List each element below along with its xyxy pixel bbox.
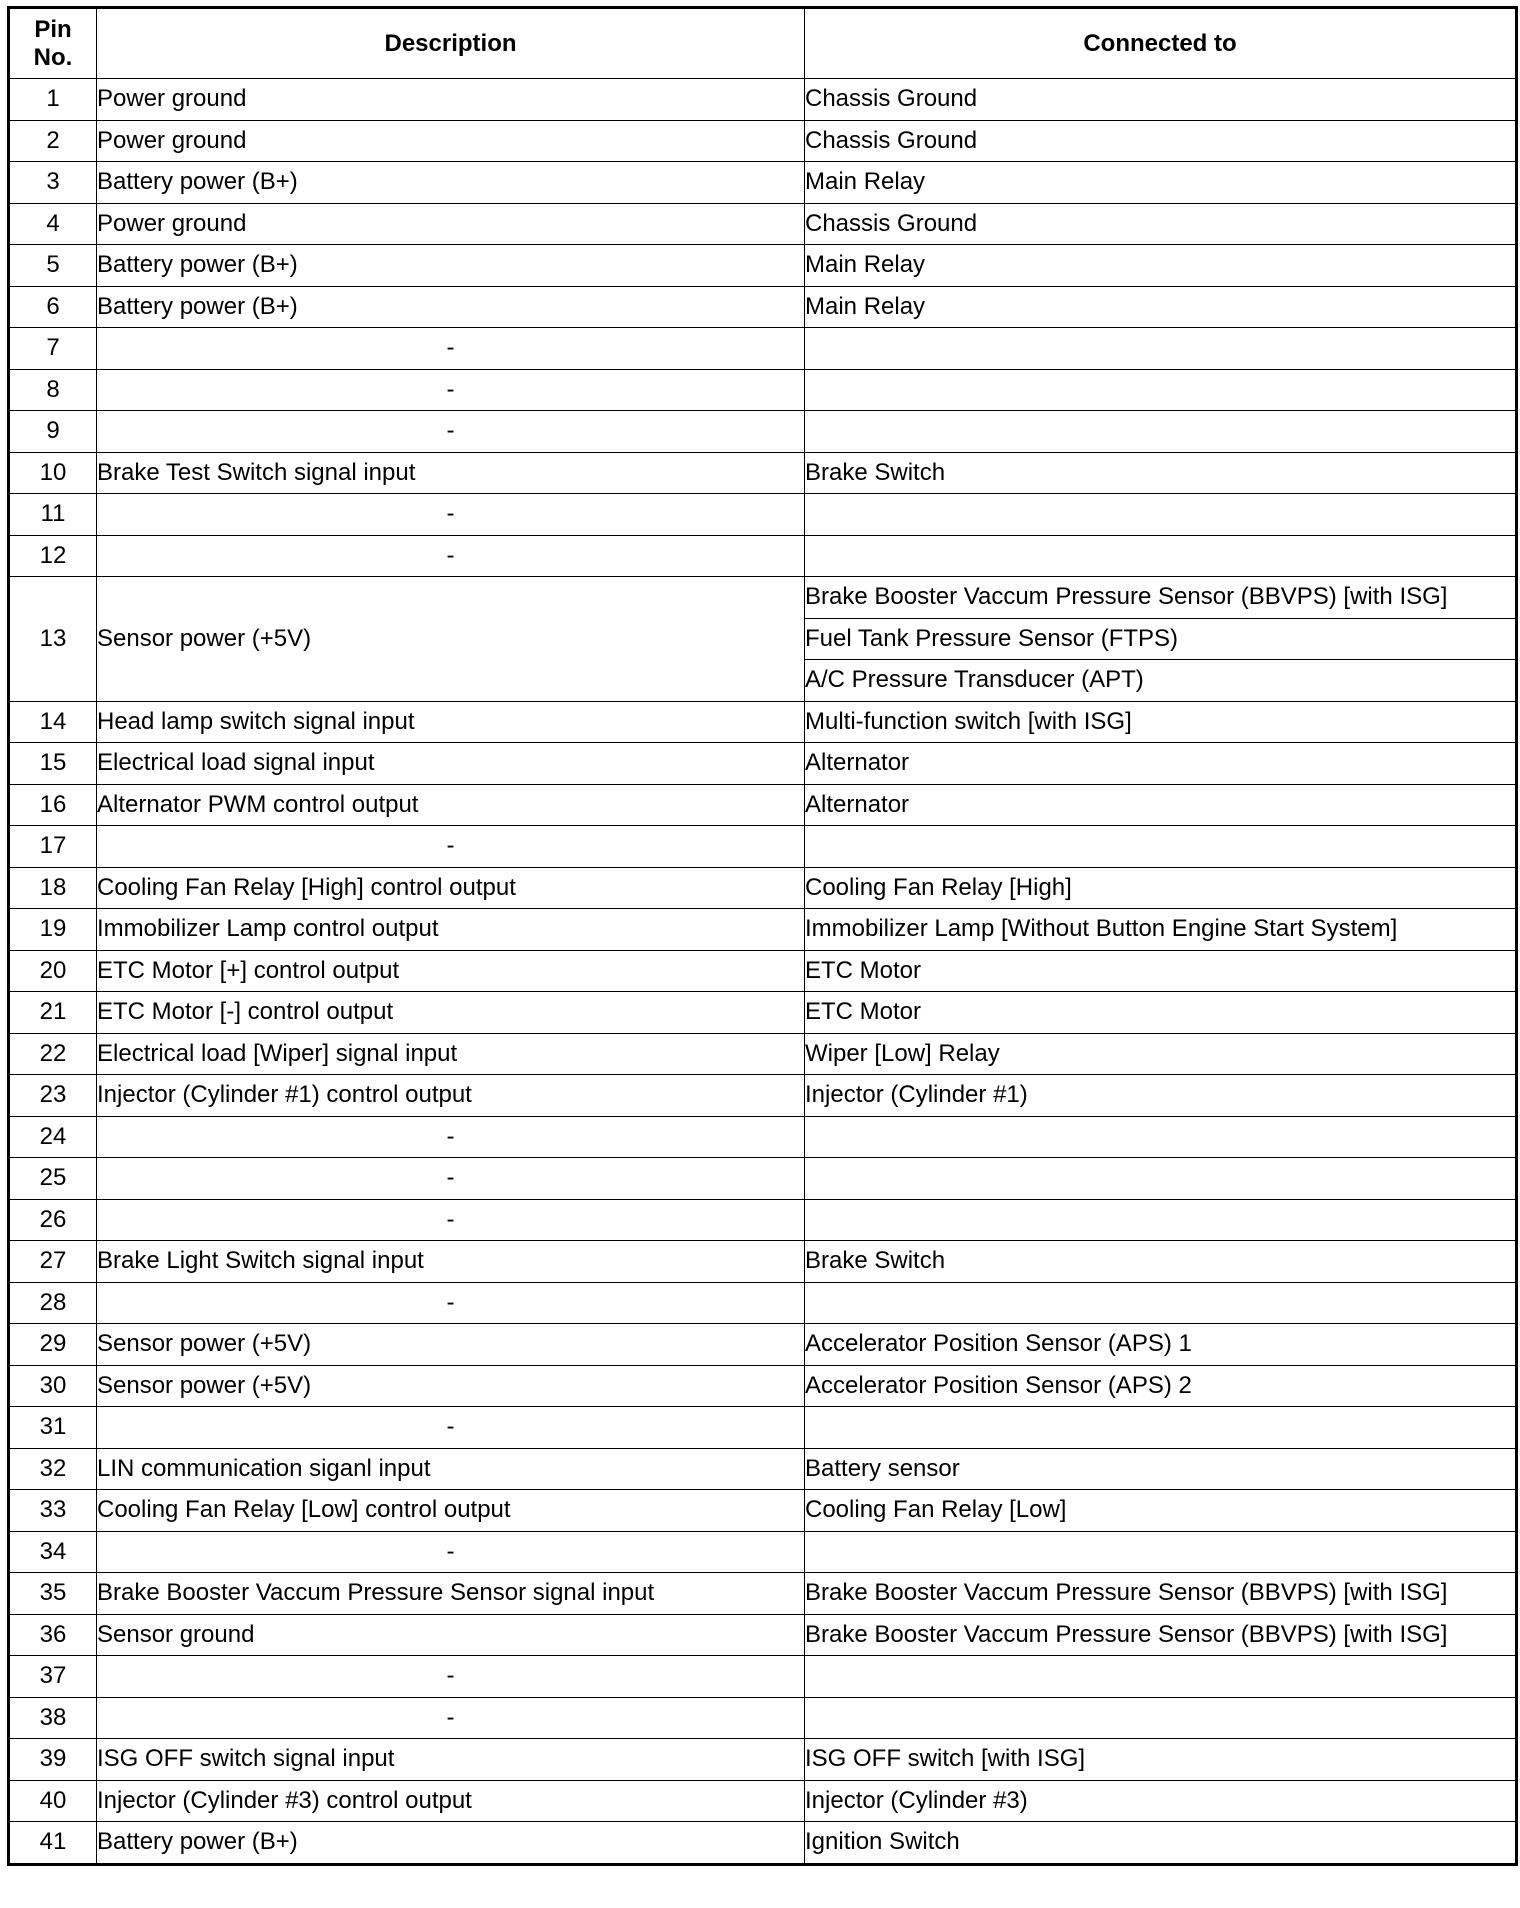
pin-description: ETC Motor [+] control output: [97, 950, 805, 992]
table-row: [9, 369, 1517, 411]
pin-description: -: [97, 411, 805, 453]
pin-description: Power ground: [97, 120, 805, 162]
pin-description: -: [97, 1697, 805, 1739]
header-description: Description: [97, 8, 805, 79]
pin-description: Battery power (B+): [97, 162, 805, 204]
pin-description: Electrical load [Wiper] signal input: [97, 1033, 805, 1075]
pin-description: Sensor power (+5V): [97, 1365, 805, 1407]
pin-number: 20: [9, 950, 97, 992]
table-row: [9, 1490, 1517, 1532]
pin-description: Battery power (B+): [97, 286, 805, 328]
pin-description: -: [97, 369, 805, 411]
pin-connected-to: Wiper [Low] Relay: [805, 1033, 1517, 1075]
pin-number: 37: [9, 1656, 97, 1698]
pin-connected-to: [805, 369, 1517, 411]
pin-description: Power ground: [97, 203, 805, 245]
pin-description: ISG OFF switch signal input: [97, 1739, 805, 1781]
pin-number: 7: [9, 328, 97, 370]
table-row: [9, 577, 1517, 619]
pin-number: 31: [9, 1407, 97, 1449]
table-row: [9, 1614, 1517, 1656]
pin-connected-to: Multi-function switch [with ISG]: [805, 701, 1517, 743]
table-row: [9, 1780, 1517, 1822]
pin-number: 41: [9, 1822, 97, 1865]
pin-description: Sensor power (+5V): [97, 577, 805, 702]
table-row: [9, 701, 1517, 743]
pin-description: Head lamp switch signal input: [97, 701, 805, 743]
pin-connected-to: Main Relay: [805, 162, 1517, 204]
table-row: [9, 1075, 1517, 1117]
pin-number: 25: [9, 1158, 97, 1200]
table-row: [9, 1739, 1517, 1781]
pin-number: 16: [9, 784, 97, 826]
table-row: [9, 784, 1517, 826]
pin-connected-to: [805, 494, 1517, 536]
pin-description: -: [97, 1116, 805, 1158]
pin-connected-to: Fuel Tank Pressure Sensor (FTPS): [805, 618, 1517, 660]
pin-connected-to: Alternator: [805, 743, 1517, 785]
table-row: [9, 1697, 1517, 1739]
table-row: [9, 992, 1517, 1034]
table-row: [9, 452, 1517, 494]
pin-connected-to: Chassis Ground: [805, 79, 1517, 121]
pin-number: 3: [9, 162, 97, 204]
pin-description: Injector (Cylinder #1) control output: [97, 1075, 805, 1117]
pin-number: 11: [9, 494, 97, 536]
pin-connected-to: ETC Motor: [805, 950, 1517, 992]
pin-number: 18: [9, 867, 97, 909]
pin-number: 24: [9, 1116, 97, 1158]
table-row: [9, 826, 1517, 868]
pin-connected-to: Brake Booster Vaccum Pressure Sensor (BBVPS) [with ISG]: [805, 1573, 1517, 1615]
pin-connected-to: Cooling Fan Relay [Low]: [805, 1490, 1517, 1532]
pin-connected-to: [805, 1158, 1517, 1200]
pin-connected-to: [805, 411, 1517, 453]
table-row: [9, 950, 1517, 992]
pin-connected-to: [805, 1656, 1517, 1698]
pin-number: 14: [9, 701, 97, 743]
table-row: [9, 328, 1517, 370]
table-row: [9, 245, 1517, 287]
pin-connected-to: Brake Switch: [805, 452, 1517, 494]
pin-description: -: [97, 826, 805, 868]
pin-connected-to: Accelerator Position Sensor (APS) 2: [805, 1365, 1517, 1407]
pin-description: Sensor ground: [97, 1614, 805, 1656]
table-row: [9, 1282, 1517, 1324]
pin-connected-to: Injector (Cylinder #1): [805, 1075, 1517, 1117]
pin-description: Cooling Fan Relay [High] control output: [97, 867, 805, 909]
pin-description: Electrical load signal input: [97, 743, 805, 785]
pin-description: -: [97, 1282, 805, 1324]
table-row: [9, 1531, 1517, 1573]
pin-connected-to: [805, 1282, 1517, 1324]
pin-number: 5: [9, 245, 97, 287]
pin-number: 19: [9, 909, 97, 951]
pin-number: 27: [9, 1241, 97, 1283]
pin-number: 38: [9, 1697, 97, 1739]
table-row: [9, 162, 1517, 204]
pin-number: 33: [9, 1490, 97, 1532]
pin-connected-to: ETC Motor: [805, 992, 1517, 1034]
pin-number: 30: [9, 1365, 97, 1407]
pin-connected-to: [805, 535, 1517, 577]
pin-number: 23: [9, 1075, 97, 1117]
pin-connected-to: Ignition Switch: [805, 1822, 1517, 1865]
table-row: [9, 909, 1517, 951]
pin-number: 22: [9, 1033, 97, 1075]
pin-number: 36: [9, 1614, 97, 1656]
table-row: [9, 1324, 1517, 1366]
table-row: [9, 1158, 1517, 1200]
pin-number: 35: [9, 1573, 97, 1615]
pin-description: Brake Booster Vaccum Pressure Sensor signal input: [97, 1573, 805, 1615]
table-row: [9, 1822, 1517, 1865]
pin-description: -: [97, 535, 805, 577]
pin-connected-to: Brake Booster Vaccum Pressure Sensor (BBVPS) [with ISG]: [805, 577, 1517, 619]
pin-number: 17: [9, 826, 97, 868]
pin-number: 34: [9, 1531, 97, 1573]
pin-connected-to: Brake Switch: [805, 1241, 1517, 1283]
pin-connected-to: Chassis Ground: [805, 203, 1517, 245]
table-row: [9, 1365, 1517, 1407]
pin-connected-to: Battery sensor: [805, 1448, 1517, 1490]
pin-number: 40: [9, 1780, 97, 1822]
pin-description: -: [97, 1199, 805, 1241]
table-row: [9, 1033, 1517, 1075]
pin-number: 1: [9, 79, 97, 121]
pin-connected-to: Main Relay: [805, 286, 1517, 328]
header-pin-no: [9, 8, 97, 79]
table-body: [9, 79, 1517, 1865]
pin-number: 8: [9, 369, 97, 411]
pin-connected-to: A/C Pressure Transducer (APT): [805, 660, 1517, 702]
table-row: [9, 411, 1517, 453]
table-row: [9, 1448, 1517, 1490]
pin-description: -: [97, 1158, 805, 1200]
pin-description: Cooling Fan Relay [Low] control output: [97, 1490, 805, 1532]
table-row: [9, 1656, 1517, 1698]
pin-description: Brake Light Switch signal input: [97, 1241, 805, 1283]
pin-description: -: [97, 328, 805, 370]
pin-description: Battery power (B+): [97, 1822, 805, 1865]
pin-description: ETC Motor [-] control output: [97, 992, 805, 1034]
pin-connected-to: Cooling Fan Relay [High]: [805, 867, 1517, 909]
table-row: [9, 120, 1517, 162]
pin-description: LIN communication siganl input: [97, 1448, 805, 1490]
pin-connected-to: Main Relay: [805, 245, 1517, 287]
table-row: [9, 1116, 1517, 1158]
pin-description: Immobilizer Lamp control output: [97, 909, 805, 951]
pin-connected-to: [805, 1531, 1517, 1573]
pin-description: Brake Test Switch signal input: [97, 452, 805, 494]
pin-description: Injector (Cylinder #3) control output: [97, 1780, 805, 1822]
header-pin-line2: No.: [33, 43, 73, 71]
pin-number: 26: [9, 1199, 97, 1241]
pin-connected-to: [805, 826, 1517, 868]
pin-number: 39: [9, 1739, 97, 1781]
pin-connected-to: [805, 328, 1517, 370]
pin-connected-to: Brake Booster Vaccum Pressure Sensor (BBVPS) [with ISG]: [805, 1614, 1517, 1656]
pin-number: 21: [9, 992, 97, 1034]
pin-number: 32: [9, 1448, 97, 1490]
pin-table: [7, 6, 1518, 1866]
pin-connected-to: Accelerator Position Sensor (APS) 1: [805, 1324, 1517, 1366]
pin-connected-to: [805, 1199, 1517, 1241]
pin-connected-to: Immobilizer Lamp [Without Button Engine Start System]: [805, 909, 1517, 951]
pin-description: Battery power (B+): [97, 245, 805, 287]
table-row: [9, 1573, 1517, 1615]
table-row: [9, 535, 1517, 577]
pin-number: 12: [9, 535, 97, 577]
table-row: [9, 867, 1517, 909]
pin-number: 6: [9, 286, 97, 328]
pin-table-container: [7, 6, 1515, 1866]
pin-connected-to: Injector (Cylinder #3): [805, 1780, 1517, 1822]
pin-connected-to: Chassis Ground: [805, 120, 1517, 162]
pin-connected-to: ISG OFF switch [with ISG]: [805, 1739, 1517, 1781]
pin-connected-to: [805, 1407, 1517, 1449]
pin-description: Sensor power (+5V): [97, 1324, 805, 1366]
pin-number: 15: [9, 743, 97, 785]
table-row: [9, 286, 1517, 328]
pin-number: 4: [9, 203, 97, 245]
pin-number: 29: [9, 1324, 97, 1366]
header-pin-line1: Pin: [34, 15, 72, 43]
pin-number: 10: [9, 452, 97, 494]
pin-connected-to: Alternator: [805, 784, 1517, 826]
pin-number: 28: [9, 1282, 97, 1324]
pin-description: Alternator PWM control output: [97, 784, 805, 826]
table-row: [9, 1199, 1517, 1241]
pin-description: -: [97, 1531, 805, 1573]
table-row: [9, 203, 1517, 245]
pin-description: Power ground: [97, 79, 805, 121]
table-row: [9, 743, 1517, 785]
pin-number: 13: [9, 577, 97, 702]
pin-description: -: [97, 1407, 805, 1449]
pin-connected-to: [805, 1697, 1517, 1739]
pin-description: -: [97, 1656, 805, 1698]
table-row: [9, 1407, 1517, 1449]
pin-number: 2: [9, 120, 97, 162]
pin-number: 9: [9, 411, 97, 453]
pin-connected-to: [805, 1116, 1517, 1158]
pin-description: -: [97, 494, 805, 536]
header-row: [9, 8, 1517, 79]
table-row: [9, 1241, 1517, 1283]
table-row: [9, 494, 1517, 536]
table-row: [9, 79, 1517, 121]
header-connected-to: Connected to: [805, 8, 1517, 79]
